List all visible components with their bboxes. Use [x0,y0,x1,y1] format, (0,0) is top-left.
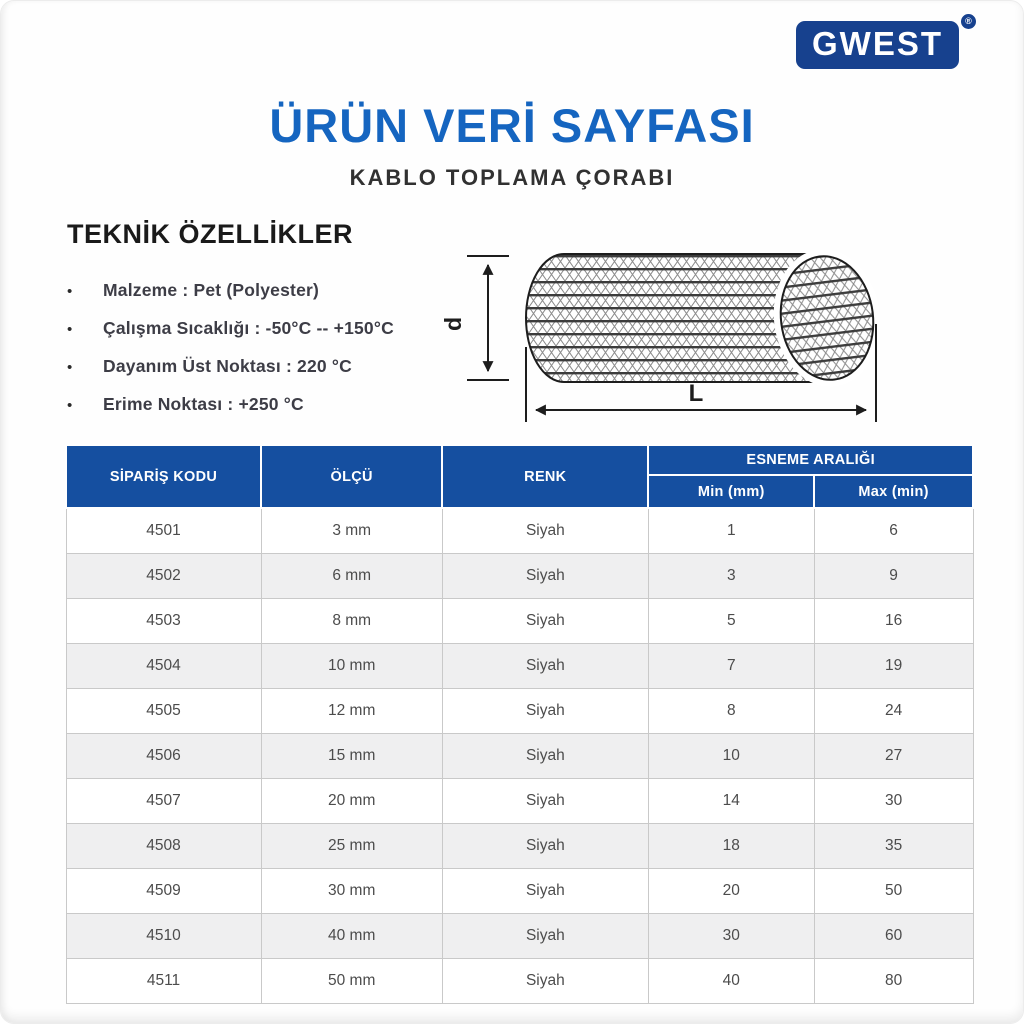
cell-color: Siyah [442,778,648,823]
spec-item-operating-temp [67,318,487,339]
cell-order-code: 4502 [66,553,261,598]
diameter-dimension [467,256,509,380]
brand-logo-text: GWEST [796,21,959,69]
cell-max: 6 [814,508,973,553]
cell-color: Siyah [442,868,648,913]
cell-max: 16 [814,598,973,643]
cell-min: 8 [648,688,814,733]
spec-item-material [67,280,487,301]
table-header [66,445,973,508]
registered-trademark-icon: ® [961,14,976,29]
cell-size: 30 mm [261,868,442,913]
cell-size: 10 mm [261,643,442,688]
cell-min: 3 [648,553,814,598]
cell-size: 8 mm [261,598,442,643]
table-row [66,598,973,643]
cell-min: 7 [648,643,814,688]
spec-text: Dayanım Üst Noktası : 220 °C [103,356,352,376]
cell-order-code: 4503 [66,598,261,643]
cell-size: 40 mm [261,913,442,958]
header-max: Max (min) [814,475,973,508]
cell-order-code: 4507 [66,778,261,823]
product-size-table [65,444,974,1004]
spec-table-body [66,508,973,1003]
table-row [66,733,973,778]
cell-min: 40 [648,958,814,1003]
cell-color: Siyah [442,508,648,553]
spec-text: Malzeme : Pet (Polyester) [103,280,320,300]
cell-color: Siyah [442,553,648,598]
specs-heading: TEKNİK ÖZELLİKLER [67,219,353,249]
bullet-icon: • [67,397,73,414]
header-flex-range-group: ESNEME ARALIĞI [648,445,973,475]
cell-color: Siyah [442,913,648,958]
cell-size: 20 mm [261,778,442,823]
cell-size: 15 mm [261,733,442,778]
page-subtitle: KABLO TOPLAMA ÇORABI [349,165,675,190]
cell-min: 30 [648,913,814,958]
table-row [66,868,973,913]
cell-size: 25 mm [261,823,442,868]
table-row [66,643,973,688]
bullet-icon: • [67,321,73,338]
cell-color: Siyah [442,958,648,1003]
cell-size: 3 mm [261,508,442,553]
bullet-icon: • [67,283,73,300]
cell-color: Siyah [442,688,648,733]
cell-max: 60 [814,913,973,958]
table-row [66,778,973,823]
cell-min: 1 [648,508,814,553]
cell-min: 10 [648,733,814,778]
cell-order-code: 4506 [66,733,261,778]
cell-max: 30 [814,778,973,823]
spec-item-melting-point [67,394,487,415]
cell-max: 27 [814,733,973,778]
cell-max: 35 [814,823,973,868]
cable-sleeve-diagram [439,229,909,439]
cell-size: 50 mm [261,958,442,1003]
cell-color: Siyah [442,733,648,778]
table-row [66,688,973,733]
table-row [66,958,973,1003]
cell-max: 19 [814,643,973,688]
cell-order-code: 4511 [66,958,261,1003]
header-min: Min (mm) [648,475,814,508]
table-row [66,913,973,958]
cell-min: 18 [648,823,814,868]
table-row [66,508,973,553]
cell-max: 24 [814,688,973,733]
cell-min: 5 [648,598,814,643]
cell-order-code: 4504 [66,643,261,688]
spec-text: Erime Noktası : +250 °C [103,394,304,414]
header-size: ÖLÇÜ [261,445,442,508]
brand-logo [796,16,972,69]
diameter-label: d [440,316,466,332]
header-order-code: SİPARİŞ KODU [66,445,261,508]
cell-max: 9 [814,553,973,598]
cell-color: Siyah [442,598,648,643]
table-row [66,553,973,598]
cell-order-code: 4505 [66,688,261,733]
cell-order-code: 4501 [66,508,261,553]
product-table-section [65,444,974,1004]
specs-list [67,280,487,415]
cell-order-code: 4510 [66,913,261,958]
cell-min: 14 [648,778,814,823]
cell-size: 12 mm [261,688,442,733]
cell-order-code: 4508 [66,823,261,868]
cell-max: 50 [814,868,973,913]
cell-min: 20 [648,868,814,913]
bullet-icon: • [67,359,73,376]
cell-order-code: 4509 [66,868,261,913]
cell-max: 80 [814,958,973,1003]
table-row [66,823,973,868]
length-label: L [688,380,704,407]
spec-text: Çalışma Sıcaklığı : -50°C -- +150°C [103,318,394,338]
cell-color: Siyah [442,643,648,688]
technical-specs-section [67,219,487,432]
header-color: RENK [442,445,648,508]
page-title: ÜRÜN VERİ SAYFASI [269,99,755,152]
cable-sleeve-illustration [439,229,909,434]
cell-size: 6 mm [261,553,442,598]
cell-color: Siyah [442,823,648,868]
spec-item-max-endurance [67,356,487,377]
